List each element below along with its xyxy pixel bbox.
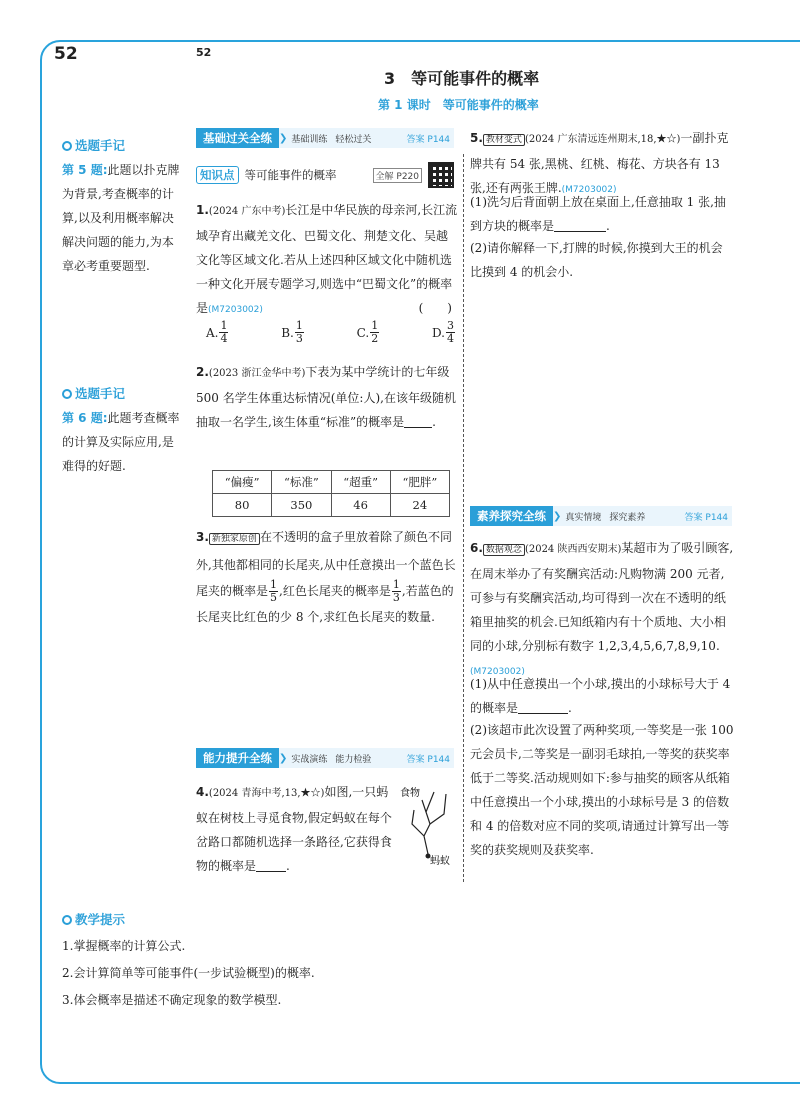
- question-source: (2024 陕西西安期末): [524, 544, 622, 555]
- kp-tag: 知识点: [196, 166, 239, 184]
- qr-code-icon: [428, 162, 454, 188]
- q5-part-1: (1)洗匀后背面朝上放在桌面上,任意抽取 1 张,抽到方块的概率是 .: [470, 195, 726, 233]
- question-badge: 数据观念: [483, 544, 525, 556]
- question-badge: 教材变式: [483, 134, 525, 146]
- ant-tree-figure: [400, 784, 462, 866]
- question-number: 6.: [470, 541, 483, 555]
- question-code: (M7203002): [470, 667, 525, 677]
- answer-blank[interactable]: [404, 413, 432, 428]
- bullet-icon: [62, 141, 72, 151]
- question-number: 5.: [470, 131, 483, 145]
- answer-blank[interactable]: [518, 699, 568, 714]
- q6-part-1: (1)从中任意摸出一个小球,摸出的小球标号大于 4 的概率是 .: [470, 677, 731, 715]
- section-item: 真实情境: [565, 512, 602, 523]
- answer-ref: 答案 P144: [406, 134, 450, 145]
- section-tag: 素养探究全练: [470, 506, 553, 526]
- choice-c[interactable]: C. $\frac{1}{2}$: [356, 319, 379, 345]
- q2-table: [212, 470, 450, 517]
- section-tag: 基础过关全练: [196, 128, 279, 148]
- answer-paren: ( ): [418, 301, 452, 315]
- section-bar-literacy: [470, 506, 732, 526]
- table-header: “超重”: [331, 471, 390, 494]
- question-text: ,若蓝色的长尾夹比红色的少 8 个,求红色长尾夹的数量.: [196, 584, 454, 624]
- question-code: (M7203002): [561, 185, 617, 195]
- note-text: 此题以扑克牌为背景,考查概率的计算,以及利用概率解决解决问题的能力,为本章必考重要题型.: [62, 163, 180, 273]
- table-header: “肥胖”: [390, 471, 449, 494]
- question-badge: 新独家原创: [209, 533, 260, 545]
- chevron-right-icon: ❯: [279, 752, 288, 764]
- page-subtitle: 第 1 课时 等可能事件的概率: [378, 98, 539, 112]
- answer-blank[interactable]: [256, 857, 286, 872]
- teaching-item: 2.会计算简单等可能事件(一步试验概型)的概率.: [62, 966, 315, 980]
- question-number: 4.: [196, 785, 209, 799]
- answer-ref: 答案 P144: [684, 512, 728, 523]
- note-heading: 选题手记: [62, 382, 184, 406]
- kp-ref: 全解 P220: [373, 168, 422, 183]
- table-cell: 80: [213, 494, 272, 517]
- kp-text: 等可能事件的概率: [244, 168, 337, 182]
- fraction: $\frac{1}{5}$: [270, 578, 278, 604]
- teaching-item: 3.体会概率是描述不确定现象的数学模型.: [62, 993, 282, 1007]
- question-text: ,红色长尾夹的概率是: [279, 584, 391, 598]
- q6-part-2: (2)该超市此次设置了两种奖项,一等奖是一张 100 元会员卡,二等奖是一副羽毛球拍,一等奖的获奖率低于二等奖.活动规则如下:参与抽奖的顾客从纸箱中任意摸出一个小球,摸出的小球标号是 3 的倍数和 4 的倍数对应不同的奖项,请通过计算写出一等奖的获奖规则及获奖率.: [470, 723, 734, 857]
- question-source: (2024 广东清远连州期末,18,★☆): [524, 134, 681, 145]
- question-number: 3.: [196, 530, 209, 544]
- side-note-q5: [62, 134, 184, 278]
- q5-part-2: (2)请你解释一下,打牌的时候,你摸到大王的机会比摸到 4 的机会小.: [470, 241, 723, 279]
- section-item: 探究素养: [609, 512, 646, 523]
- table-cell: 46: [331, 494, 390, 517]
- table-cell: 350: [272, 494, 331, 517]
- teaching-tips: [62, 906, 315, 1014]
- question-text: 下表为某中学统计的七年级 500 名学生体重达标情况(单位:人),在该年级随机抽取一名学生,该生体重“标准”的概率是: [196, 365, 456, 429]
- note-text: 此题考查概率的计算及实际应用,是难得的好题.: [62, 411, 180, 473]
- teaching-heading: 教学提示: [62, 906, 315, 933]
- figure-label-food: 食物: [400, 788, 420, 799]
- page-number-inner: 52: [196, 46, 212, 59]
- section-bar-ability: [196, 748, 454, 768]
- page-title: 3 等可能事件的概率: [384, 69, 540, 88]
- question-code: (M7203002): [208, 305, 263, 315]
- question-1: [196, 198, 458, 322]
- fraction: $\frac{1}{3}$: [392, 578, 400, 604]
- question-text: 在不透明的盒子里放着除了颜色不同外,其他都相同的长尾夹,从中任意摸出一个蓝色长尾夹的概率是: [196, 530, 456, 598]
- table-header-row: [213, 471, 450, 494]
- bullet-icon: [62, 915, 72, 925]
- section-item: 轻松过关: [335, 134, 372, 145]
- bullet-icon: [62, 389, 72, 399]
- section-bar-basic: [196, 128, 454, 148]
- answer-ref: 答案 P144: [406, 754, 450, 765]
- choice-a[interactable]: A. $\frac{1}{4}$: [206, 319, 228, 345]
- teaching-item: 1.掌握概率的计算公式.: [62, 939, 186, 953]
- chevron-right-icon: ❯: [279, 132, 288, 144]
- table-row: [213, 494, 450, 517]
- q1-choices: [206, 320, 456, 345]
- page-number-outer: 52: [54, 44, 78, 64]
- side-note-q6: [62, 382, 184, 478]
- column-divider: [463, 154, 464, 882]
- note-qnum: 第 6 题:: [62, 411, 108, 425]
- question-text: 一副扑克牌共有 54 张,黑桃、红桃、梅花、方块各有 13 张,还有两张王牌.: [470, 131, 729, 195]
- question-text: 长江是中华民族的母亲河,长江流域孕育出藏羌文化、巴蜀文化、荆楚文化、吴越文化等区域文化.若从上述四种区域文化中随机选一种文化开展专题学习,则选中“巴蜀文化”的概率是: [196, 203, 458, 315]
- question-2: 2.(2023 浙江金华中考)下表为某中学统计的七年级 500 名学生体重达标情况(单位:人),在该年级随机抽取一名学生,该生体重“标准”的概率是 .: [196, 365, 456, 429]
- question-number: 2.: [196, 365, 209, 379]
- section-item: 实战演练: [291, 754, 328, 765]
- branch-lines: [412, 792, 446, 854]
- question-6: [470, 536, 734, 684]
- figure-label-ant: 蚂蚁: [430, 856, 450, 866]
- question-source: (2024 青海中考,13,★☆): [208, 788, 325, 799]
- knowledge-point: [196, 162, 454, 188]
- choice-b[interactable]: B. $\frac{1}{3}$: [281, 319, 303, 345]
- section-item: 基础训练: [291, 134, 328, 145]
- question-text: 如图,一只蚂蚁在树枝上寻觅食物,假定蚂蚁在每个岔路口都随机选择一条路径,它获得食物的概率是: [196, 785, 392, 873]
- note-heading: 选题手记: [62, 134, 184, 158]
- question-source: (2023 浙江金华中考): [208, 368, 306, 379]
- note-qnum: 第 5 题:: [62, 163, 108, 177]
- question-4: 4.(2024 青海中考,13,★☆)如图,一只蚂蚁在树枝上寻觅食物,假定蚂蚁在每个岔路口都随机选择一条路径,它获得食物的概率是 .: [196, 785, 392, 873]
- question-3: [196, 524, 458, 630]
- question-text: 某超市为了吸引顾客,在周末举办了有奖酬宾活动:凡购物满 200 元者,可参与有奖酬宾活动,均可得到一次在不透明的纸箱里抽奖的机会.已知纸箱内有十个质地、大小相同的小球,分别标有数字 1,2,3,4,5,6,7,8,9,10.: [470, 541, 734, 653]
- choice-d[interactable]: D. $\frac{3}{4}$: [431, 319, 454, 345]
- question-source: (2024 广东中考): [208, 206, 286, 217]
- section-tag: 能力提升全练: [196, 748, 279, 768]
- answer-blank[interactable]: [554, 217, 606, 232]
- section-item: 能力检验: [335, 754, 372, 765]
- table-cell: 24: [390, 494, 449, 517]
- question-number: 1.: [196, 203, 209, 217]
- table-header: “标准”: [272, 471, 331, 494]
- chevron-right-icon: ❯: [553, 510, 562, 522]
- table-header: “偏瘦”: [213, 471, 272, 494]
